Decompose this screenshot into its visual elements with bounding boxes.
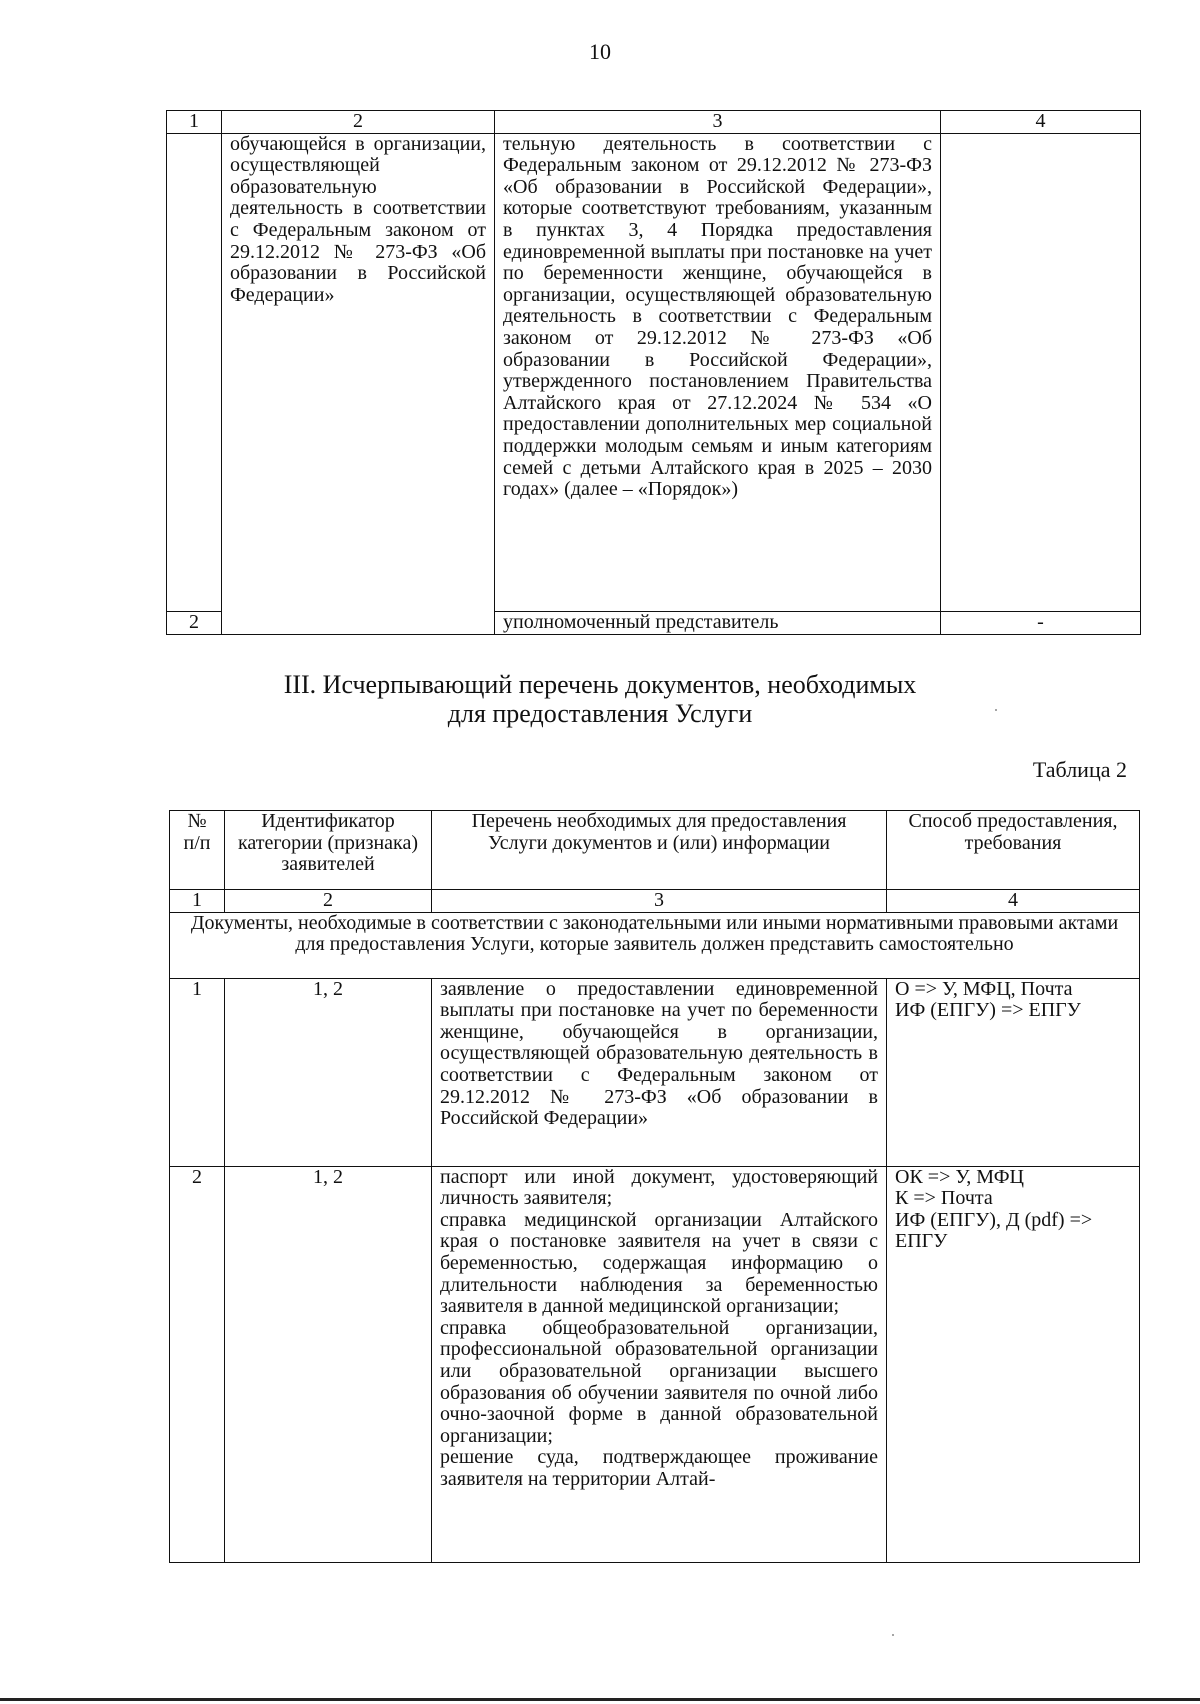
table-header-row bbox=[170, 811, 1140, 890]
row-number-cell: 2 bbox=[167, 611, 222, 634]
applicant-category-cell: обучающейся в организации, осуществляющей образовательную деятельность в соответствии с Федеральным законом от 29.12.2012 № 273-ФЗ «Об образовании в Российской Федерации» bbox=[222, 133, 495, 611]
section-title bbox=[0, 670, 1200, 728]
category-cell: 1, 2 bbox=[225, 1166, 432, 1562]
table-row bbox=[167, 133, 1141, 611]
column-number-3: 3 bbox=[495, 111, 941, 134]
header-number: № п/п bbox=[170, 811, 225, 890]
representative-cell: уполномоченный представитель bbox=[495, 611, 941, 634]
header-documents-list: Перечень необходимых для предоставления Услуги документов и (или) информации bbox=[432, 811, 887, 890]
row-number-cell: 2 bbox=[170, 1166, 225, 1562]
applicant-category-cell bbox=[222, 611, 495, 634]
method-line: О => У, МФЦ, Почта bbox=[895, 977, 1073, 1000]
table-header-row bbox=[167, 111, 1141, 134]
section-span-row bbox=[170, 912, 1140, 978]
notes-cell bbox=[941, 133, 1141, 611]
column-number-2: 2 bbox=[222, 111, 495, 134]
scan-speck bbox=[995, 709, 997, 711]
header-category-identifier: Идентификатор категории (признака) заявителей bbox=[225, 811, 432, 890]
method-cell bbox=[887, 978, 1140, 1166]
row-number-cell bbox=[167, 133, 222, 611]
continuation-table bbox=[166, 110, 1141, 635]
column-number-1: 1 bbox=[170, 890, 225, 913]
method-line: ИФ (ЕПГУ) => ЕПГУ bbox=[895, 999, 1081, 1022]
table-row bbox=[167, 611, 1141, 634]
table-row bbox=[170, 1166, 1140, 1562]
scan-speck bbox=[892, 1634, 894, 1636]
column-number-1: 1 bbox=[167, 111, 222, 134]
category-cell: 1, 2 bbox=[225, 978, 432, 1166]
document-item: решение суда, подтверждающее проживание заявителя на территории Алтай- bbox=[440, 1446, 878, 1490]
document-item: справка медицинской организации Алтайского края о постановке заявителя на учет в связи с беременностью, содержащая информацию о длительности наблюдения за беременностью заявителя в данной медицинской организации; bbox=[440, 1208, 878, 1318]
method-line: ОК => У, МФЦ bbox=[895, 1165, 1025, 1188]
documents-cell: заявление о предоставлении единовременной выплаты при постановке на учет по беременности женщине, обучающейся в организации, осуществляющей образовательную деятельность в соответствии с Федеральным законом от 29.12.2012 № 273-ФЗ «Об образовании в Российской Федерации» bbox=[432, 978, 887, 1166]
documents-table bbox=[169, 810, 1140, 1563]
notes-cell: - bbox=[941, 611, 1141, 634]
section-span-cell: Документы, необходимые в соответствии с законодательными или иными нормативными правовыми актами для предоставления Услуги, которые заявитель должен представить самостоятельно bbox=[170, 912, 1140, 978]
section-title-line: для предоставления Услуги bbox=[447, 699, 753, 728]
method-line: ИФ (ЕПГУ), Д (pdf) => ЕПГУ bbox=[895, 1208, 1093, 1253]
document-item: справка общеобразовательной организации, профессиональной образовательной организации или образовательной организации высшего образования об обучении заявителя по очной либо очно-заочной форме в данной образовательной организации; bbox=[440, 1316, 878, 1447]
page-number: 10 bbox=[589, 39, 611, 64]
method-line: К => Почта bbox=[895, 1187, 993, 1210]
section-title-line: III. Исчерпывающий перечень документов, необходимых bbox=[283, 670, 917, 699]
row-number-cell: 1 bbox=[170, 978, 225, 1166]
document-item: паспорт или иной документ, удостоверяющий личность заявителя; bbox=[440, 1165, 878, 1210]
method-cell bbox=[887, 1166, 1140, 1562]
column-number-2: 2 bbox=[225, 890, 432, 913]
header-submission-method: Способ предоставления, требования bbox=[887, 811, 1140, 890]
requirements-cell: тельную деятельность в соответствии с Федеральным законом от 29.12.2012 № 273-ФЗ «Об образовании в Российской Федерации», которые соответствуют требованиям, указанным в пунктах 3, 4 Порядка предоставления единовременной выплаты при постановке на учет по беременности женщине, обучающейся в организации, осуществляющей образовательную деятельность в соответствии с Федеральным законом от 29.12.2012 № 273-ФЗ «Об образовании в Российской Федерации», утвержденного постановлением Правительства Алтайского края от 27.12.2024 № 534 «О предоставлении дополнительных мер социальной поддержки молодым семьям и иным категориям семей с детьми Алтайского края в 2025 – 2030 годах» (далее – «Порядок») bbox=[495, 133, 941, 611]
column-number-4: 4 bbox=[941, 111, 1141, 134]
documents-cell bbox=[432, 1166, 887, 1562]
column-number-4: 4 bbox=[887, 890, 1140, 913]
table-caption: Таблица 2 bbox=[1032, 757, 1127, 782]
table-row bbox=[170, 978, 1140, 1166]
scan-bottom-edge bbox=[0, 1698, 1200, 1701]
column-number-3: 3 bbox=[432, 890, 887, 913]
column-numbers-row bbox=[170, 890, 1140, 913]
